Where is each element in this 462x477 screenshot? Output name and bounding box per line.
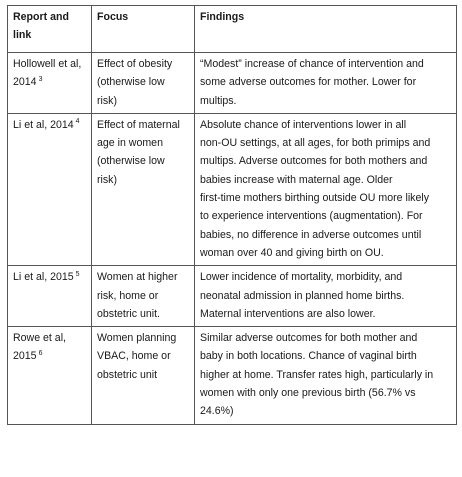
focus-line: (otherwise low: [97, 76, 165, 89]
focus-line: Women planning: [97, 332, 177, 345]
findings-line: baby in both locations. Chance of vaginal birth: [200, 350, 417, 363]
findings-cell: [195, 327, 457, 424]
focus-line: VBAC, home or: [97, 350, 171, 363]
table-row: [8, 53, 457, 114]
findings-table: [7, 5, 457, 425]
report-line: [13, 347, 87, 365]
focus-cell: [92, 113, 195, 265]
report-line: Rowe et al,: [13, 332, 66, 345]
focus-line: risk): [97, 173, 118, 186]
focus-line: risk): [97, 94, 118, 107]
findings-line: Absolute chance of interventions lower in all: [200, 118, 407, 131]
findings-line: multips.: [200, 94, 237, 107]
report-line: [13, 73, 87, 91]
focus-line: Effect of obesity: [97, 58, 173, 70]
table-row: [8, 266, 457, 327]
table-row: [8, 327, 457, 424]
findings-line: women with only one previous birth (56.7% vs: [200, 387, 416, 400]
focus-line: risk, home or: [97, 289, 159, 302]
focus-line: Women at higher: [97, 271, 178, 284]
reference-number: 5: [75, 270, 80, 278]
focus-cell: [92, 327, 195, 424]
findings-cell: [195, 53, 457, 114]
focus-line: obstetric unit.: [97, 307, 161, 320]
findings-line: babies, no difference in adverse outcomes until: [200, 228, 422, 241]
findings-line: Lower incidence of mortality, morbidity, and: [200, 271, 403, 284]
focus-line: obstetric unit: [97, 368, 158, 381]
focus-cell: [92, 266, 195, 327]
findings-line: neonatal admission in planned home births.: [200, 289, 405, 302]
focus-cell: [92, 53, 195, 114]
header-row: [8, 6, 457, 53]
header-report-and-link: [8, 6, 92, 53]
findings-line: higher at home. Transfer rates high, particularly in: [200, 368, 434, 381]
findings-line: multips. Adverse outcomes for both mothers and: [200, 155, 428, 168]
report-year: 2015: [13, 350, 37, 363]
header-focus: [92, 6, 195, 53]
findings-line: woman over 40 and giving birth on OU.: [200, 246, 384, 259]
report-text: Li et al, 2015: [13, 271, 74, 284]
findings-line: 24.6%): [200, 405, 234, 418]
findings-line: some adverse outcomes for mother. Lower for: [200, 76, 417, 89]
report-year: 2014: [13, 76, 37, 89]
findings-cell: [195, 113, 457, 265]
report-cell: [8, 266, 92, 327]
findings-line: Similar adverse outcomes for both mother and: [200, 332, 418, 345]
header-findings: [195, 6, 457, 53]
report-line: Hollowell et al,: [13, 58, 82, 70]
header-report-line: Report and: [13, 11, 69, 23]
findings-line: to experience interventions (augmentation). For: [200, 210, 423, 223]
report-line: [13, 116, 87, 134]
report-cell: [8, 327, 92, 424]
table-row: [8, 113, 457, 265]
header-findings-label: Findings: [200, 11, 245, 23]
focus-line: age in women: [97, 137, 163, 150]
reference-number: 6: [38, 349, 43, 357]
findings-line: “Modest” increase of chance of intervention and: [200, 58, 424, 70]
focus-line: (otherwise low: [97, 155, 165, 168]
findings-line: non-OU settings, at all ages, for both primips and: [200, 137, 431, 150]
reference-number: 4: [75, 118, 80, 126]
report-line: [13, 268, 87, 286]
report-text: Li et al, 2014: [13, 118, 74, 131]
focus-line: Effect of maternal: [97, 118, 180, 131]
report-cell: [8, 113, 92, 265]
findings-line: Maternal interventions are also lower.: [200, 307, 376, 320]
header-report-line: link: [13, 29, 32, 42]
report-cell: [8, 53, 92, 114]
findings-cell: [195, 266, 457, 327]
header-focus-label: Focus: [97, 11, 129, 23]
findings-line: babies increase with maternal age. Older: [200, 173, 393, 186]
reference-number: 3: [38, 75, 43, 83]
findings-line: first-time mothers birthing outside OU more likely: [200, 192, 430, 205]
